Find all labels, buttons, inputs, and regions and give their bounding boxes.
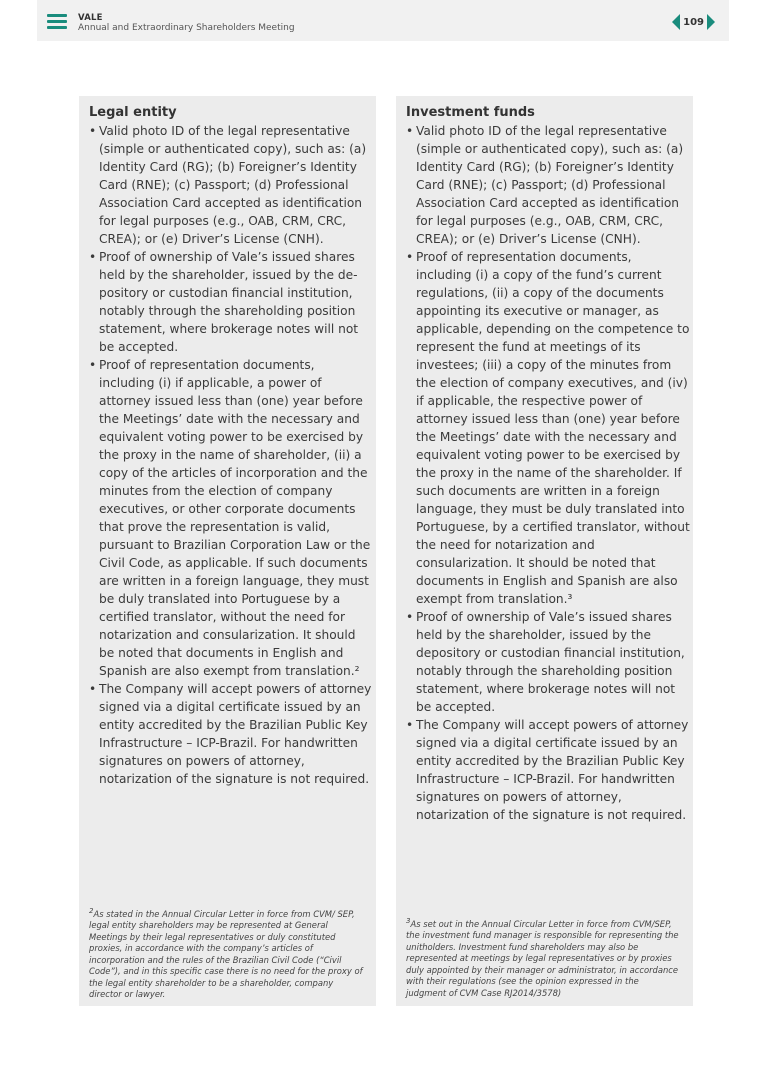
document-subtitle: Annual and Extraordinary Shareholders Meeting <box>78 23 295 33</box>
list-item: • Valid photo ID of the legal representative (simple or authenticated copy), such as: (a) Identity Card (RG); (b) Foreigner’s Identity Card (RNE); (c) Passport; (d) Professional Association Card accepted as identification for legal purposes (e.g., OAB, CRM, CRC, CREA); or (e) Driver’s License (CNH). <box>406 122 690 248</box>
investment-funds-title: Investment funds <box>406 105 535 120</box>
list-item: • Proof of ownership of Vale’s issued shares held by the shareholder, issued by the depository or custodian financial institution, notably through the shareholding position statement, where brokerage notes will not be accepted. <box>406 608 690 716</box>
next-page-icon[interactable] <box>707 14 715 30</box>
footnote-3 <box>406 916 681 999</box>
legal-entity-list <box>89 122 373 788</box>
list-item: • Valid photo ID of the legal representative (simple or authenticated copy), such as: (a) Identity Card (RG); (b) Foreigner’s Identity Card (RNE); (c) Passport; (d) Professional Association Card accepted as identification for legal purposes (e.g., OAB, CRM, CRC, CREA); or (e) Driver’s License (CNH). <box>89 122 373 248</box>
investment-funds-list <box>406 122 690 824</box>
footnote-mark: 3 <box>406 917 411 925</box>
page-number: 109 <box>683 16 704 28</box>
prev-page-icon[interactable] <box>672 14 680 30</box>
investment-funds-panel <box>396 96 693 1006</box>
list-item: • The Company will accept powers of attorney signed via a digital certificate issued by an entity accredited by the Brazilian Public Key Infrastructure – ICP-Brazil. For handwritten signatures on powers of attorney, notarization of the signature is not required. <box>89 680 373 788</box>
list-item: • The Company will accept powers of attorney signed via a digital certificate issued by an entity accredited by the Brazilian Public Key Infrastructure – ICP-Brazil. For handwritten signatures on powers of attorney, notarization of the signature is not required. <box>406 716 690 824</box>
footnote-2 <box>89 906 364 1001</box>
footnote-text: As stated in the Annual Circular Letter in force from CVM/ SEP, legal entity shareholders may be represented at General Meetings by their legal representatives or duly constituted proxies, in accordance with the company’s articles of incorporation and the rules of the Brazilian Civil Code (“Civil Code”), and in this specific case there is no need for the proxy of the legal entity shareholder to be a shareholder, company director or lawyer. <box>89 908 363 1000</box>
menu-icon[interactable] <box>47 14 67 30</box>
list-item: • Proof of representation documents, including (i) if applicable, a power of attorney issued less than (one) year before the Meetings’ date with the necessary and equivalent voting power to be exercised by the proxy in the name of shareholder, (ii) a copy of the articles of incorporation and the minutes from the election of company executives, or other corporate documents that prove the representation is valid, pursuant to Brazilian Corporation Law or the Civil Code, as applicable. If such documents are written in a foreign language, they must be duly translated into Portuguese by a certified translator, without the need for notarization and consularization. It should be noted that documents in English and Spanish are also exempt from translation.² <box>89 356 373 680</box>
pager <box>672 13 715 31</box>
brand-name: VALE <box>78 13 103 23</box>
legal-entity-panel <box>79 96 376 1006</box>
list-item: • Proof of ownership of Vale’s issued shares held by the shareholder, issued by the de-pository or custodian financial institution, notably through the shareholding position statement, where brokerage notes will not be accepted. <box>89 248 373 356</box>
legal-entity-title: Legal entity <box>89 105 177 120</box>
page-header <box>37 0 729 41</box>
footnote-text: As set out in the Annual Circular Letter in force from CVM/SEP, the investment fund manager is responsible for representing the unitholders. Investment fund shareholders may also be represented at meetings by legal representatives or by proxies duly appointed by their manager or administrator, in accordance with their regulations (see the opinion expressed in the judgment of CVM Case RJ2014/3578) <box>406 918 679 998</box>
list-item: • Proof of representation documents, including (i) a copy of the fund’s current regulations, (ii) a copy of the documents appointing its executive or manager, as applicable, depending on the competence to represent the fund at meetings of its investees; (iii) a copy of the minutes from the election of company executives, and (iv) if applicable, the respective power of attorney issued less than (one) year before the Meetings’ date with the necessary and equivalent voting power to be exercised by the proxy in the name of the shareholder. If such documents are written in a foreign language, they must be duly translated into Portuguese, by a certified translator, without the need for notarization and consularization. It should be noted that documents in English and Spanish are also exempt from translation.³ <box>406 248 690 608</box>
footnote-mark: 2 <box>89 907 94 915</box>
